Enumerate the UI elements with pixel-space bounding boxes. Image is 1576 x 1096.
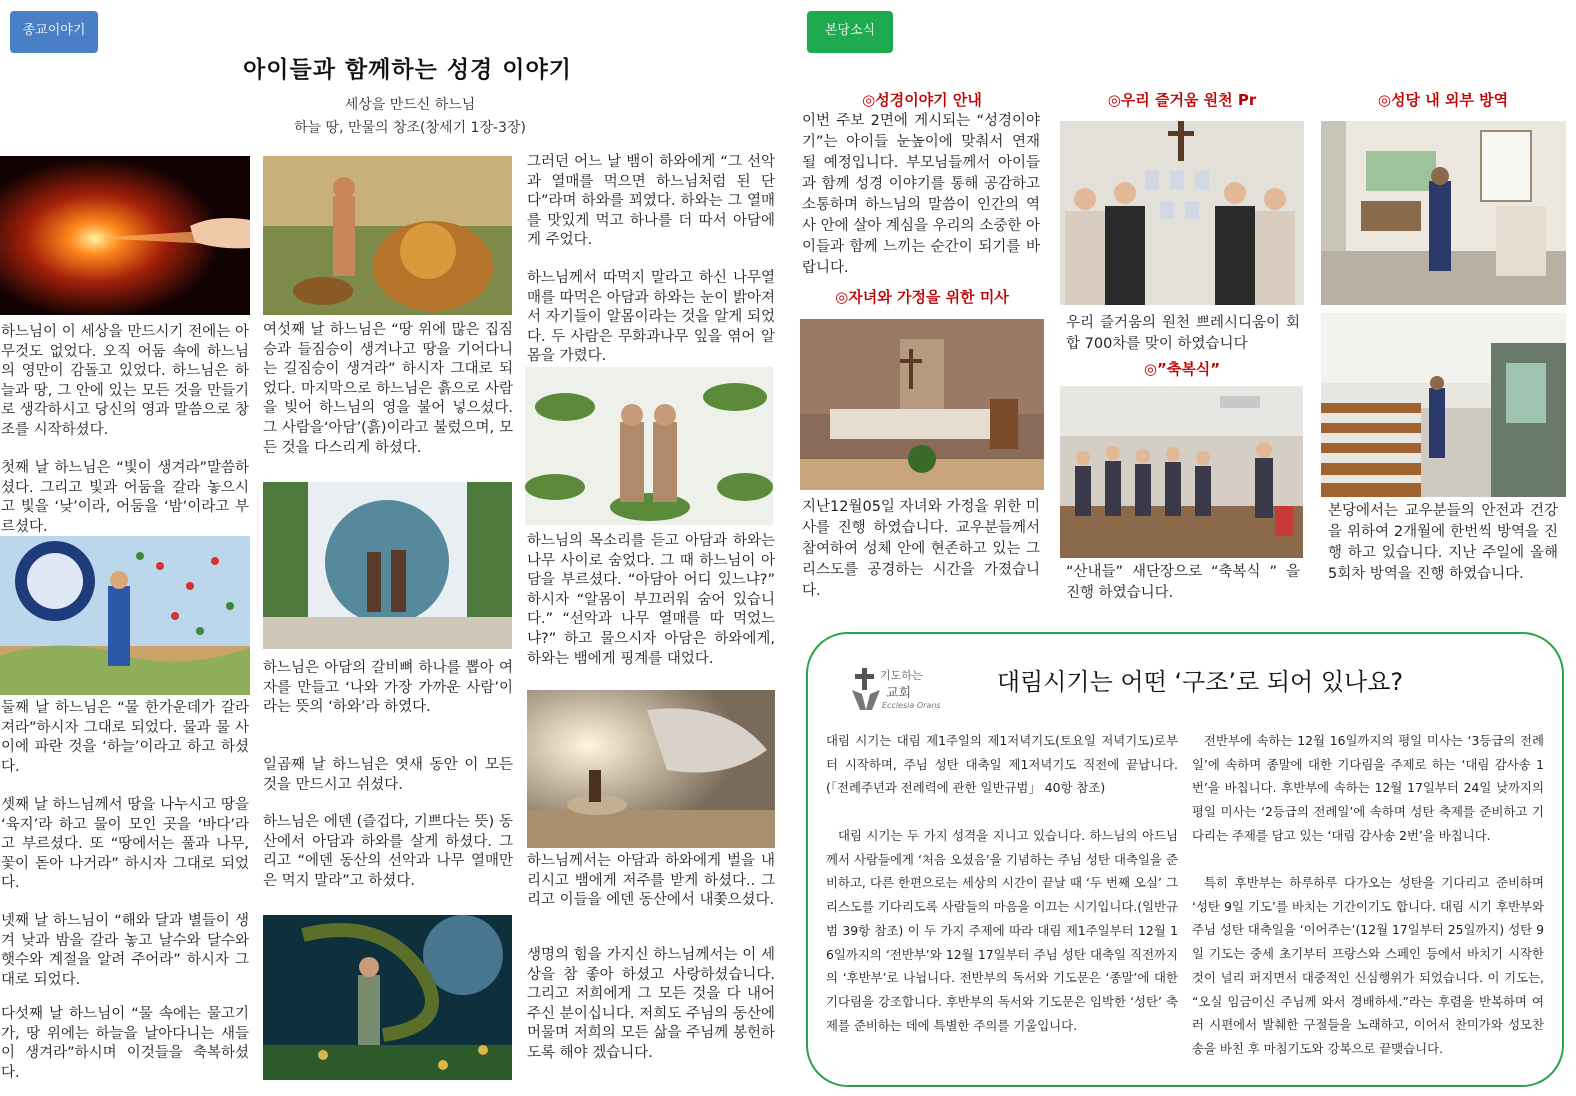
news-text-bible-story: 이번 주보 2면에 게시되는 “성경이야기”는 아이들 눈높이에 맞춰서 연재 될 예정입니다. 부모님들께서 아이들과 함께 성경 이야기를 통해 공감하고 소통하며 하느님의 말씀이 인간의 역사 안에 살아 계심을 우리의 소중한 아이들과 함께 느끼는 순간이 되기를 바랍니다. (802, 113, 1040, 276)
news-title-family-mass: ◎자녀와 가정을 위한 미사 (835, 288, 1009, 306)
adam-lion-image (263, 156, 512, 315)
col3-paragraph-1: 그러던 어느 날 뱀이 하와에게 “그 선악과 열매를 먹으면 하느님처럼 된 단다”라며 하와를 꾀였다. 하와는 그 열매를 맛있게 먹고 하나를 더 따서 아담에게 주었다. (527, 154, 775, 249)
col2-paragraph-2: 하느님은 아담의 갈비뼈 하나를 뽑아 여자를 만들고 ‘나와 가장 가까운 사람’이라는 뜻의 ‘하와’라 하였다. (263, 660, 513, 716)
adam-eve-globe-image (263, 482, 512, 649)
logo-text-3: Ecclesia Orans (882, 701, 941, 710)
advent-title: 대림시기는 어떤 ‘구조’로 되어 있나요? (996, 668, 1404, 696)
col1-paragraph-1: 하느님이 이 세상을 만드시기 전에는 아무것도 없었다. 오직 어둠 속에 하느님의 영만이 감돌고 있었다. 하느님은 하늘과 땅, 그 안에 있는 모든 것을 만들기로 생각하시고 당신의 영과 말씀으로 창조를 시작하셨다. (1, 324, 249, 438)
praesidium-photo (1060, 121, 1304, 305)
logo-text-1: 기도하는 (880, 669, 923, 682)
advent-left-paragraph-1: 대림 시기는 대림 제1주일의 제1저녁기도(토요일 저녁기도)로부터 시작하며, 주님 성탄 대축일 제1저녁기도 직전에 끝납니다.(「전례주년과 전례력에 관한 일반규범」 40항 참조) (826, 733, 1178, 796)
eve-serpent-image (263, 915, 512, 1080)
page-title: 아이들과 함께하는 성경 이야기 (243, 57, 572, 83)
col1-paragraph-4: 셋째 날 하느님께서 땅을 나누시고 땅을 ‘육지’라 하고 물이 모인 곳을 ‘바다’라고 부르셨다. 또 “땅에서는 풀과 나무, 꽃이 돋아 나거라” 하시자 그대로 되었다. (1, 797, 249, 892)
section-tag-religion: 종교이야기 (10, 11, 98, 53)
section-tag-parish-news: 본당소식 (807, 11, 893, 53)
family-mass-photo (800, 319, 1044, 490)
news-text-blessing: “산내들” 새단장으로 “축복식 ” 을 진행 하였습니다. (1066, 564, 1300, 601)
col3-paragraph-3: 하느님의 목소리를 듣고 아담과 하와는 나무 사이로 숨었다. 그 때 하느님이 아담을 부르셨다. “아담아 어디 있느냐?” 하시자 “알몸이 부끄러워 숨어 있습니다.” “선악과 나무 열매를 따 먹었느냐?” 하고 물으시자 아담은 하와에게, 하와는 뱀에게 핑계를 대었다. (527, 533, 775, 667)
col1-paragraph-3: 둘째 날 하느님은 “물 한가운데가 갈라져라”하시자 그대로 되었다. 물과 물 사이에 파란 것을 ‘하늘’이라고 하고 하셨다. (1, 700, 249, 775)
col3-paragraph-4: 하느님께서는 아담과 하와에게 벌을 내리시고 뱀에게 저주를 받게 하셨다.. 그리고 이들을 에덴 동산에서 내쫓으셨다. (527, 853, 775, 909)
col2-paragraph-1: 여섯째 날 하느님은 “땅 위에 많은 집짐승과 들짐승이 생겨나고 땅을 기어다니는 길짐승이 생겨라” 하시자 그대로 되었다. 마지막으로 하느님은 흙으로 사람을 빚어 하느님의 영을 불어 넣으셨다. 그 사람을‘아담’(흙)이라고 불렀으며, 모든 것을 다스리게 하셨다. (263, 322, 513, 456)
col2-paragraph-3: 일곱째 날 하느님은 엿새 동안 이 모든 것을 만드시고 쉬셨다. (263, 757, 513, 793)
advent-right-paragraph-1: 전반부에 속하는 12월 16일까지의 평일 미사는 ‘3등급의 전례일’에 속하며 종말에 대한 기다림을 주제로 하는 ‘대림 감사송 1번’을 바칩니다. 후반부에 속하는 12월 17일부터 24일 낮까지의 평일 미사는 ‘2등급의 전례일’에 속하며 성탄 축제를 준비하고 기다리는 주제를 담고 있는 ‘대림 감사송 2번’을 바칩니다. (1192, 733, 1544, 843)
col3-paragraph-2: 하느님께서 따먹지 말라고 하신 나무열매를 따먹은 아담과 하와는 눈이 밝아져서 자기들이 알몸이라는 것을 알게 되었다. 두 사람은 무화과나무 잎을 엮어 알몸을 가렸다. (527, 270, 775, 365)
advent-left-paragraph-2: 대림 시기는 두 가지 성격을 지니고 있습니다. 하느님의 아드님께서 사람들에게 ‘처음 오셨음’을 기념하는 주님 성탄 대축일을 준비하고, 다른 한편으로는 세상의 시간이 끝날 때 ‘두 번째 오실’ 그리스도를 기다리도록 사람들의 마음을 이끄는 시기입니다.(일반규범 39항 참조) 이 두 가지 주제에 따라 대림 제1주일부터 12월 16일까지의 ‘전반부’와 12월 17일부터 주님 성탄 대축일 직전까지의 ‘후반부’로 나뉩니다. 전반부의 독서와 기도문은 ‘종말’에 대한 기다림을 강조합니다. 후반부의 독서와 기도문은 임박한 ‘성탄’ 축제를 준비하는 데에 특별한 주의를 기울입니다. (826, 828, 1178, 1033)
col1-paragraph-2: 첫째 날 하느님은 “빛이 생겨라”말씀하셨다. 그리고 빛과 어둠을 갈라 놓으시고 빛을 ‘낮’이라, 어둠을 ‘밤’이라고 부르셨다. (1, 460, 249, 535)
creation-light-image (0, 156, 250, 315)
praying-church-logo (846, 666, 941, 716)
col3-paragraph-5: 생명의 힘을 가지신 하느님께서는 이 세상을 참 좋아 하셨고 사랑하셨습니다. 그리고 저희에게 그 모든 것을 다 내어 주신 분이십니다. 저희도 주님의 동산에 머물며 저희의 모든 삶을 주님께 봉헌하도록 해야 겠습니다. (527, 947, 775, 1061)
col2-paragraph-4: 하느님은 에덴 (즐겁다, 기쁘다는 뜻) 동산에서 아담과 하와를 살게 하셨다. 그리고 “에덴 동산의 선악과 나무 열매만은 먹지 말라”고 하셨다. (263, 814, 513, 889)
creation-mosaic-image (0, 536, 250, 695)
col1-paragraph-6: 다섯째 날 하느님이 “물 속에는 물고기가, 땅 위에는 하늘을 날아다니는 새들이 생겨라”하시며 이것들을 축복하셨다. (1, 1006, 249, 1081)
advent-right-paragraph-2: 특히 후반부는 하루하루 다가오는 성탄을 기다리고 준비하며 ‘성탄 9일 기도’를 바치는 기간이기도 합니다. 대림 시기 후반부와 주님 성탄 대축일을 ‘이어주는’(12월 17일부터 25일까지) 성탄 9일 기도는 중세 초기부터 프랑스와 스페인 등에서 바치기 시작한 것이 널리 퍼지면서 대중적인 신심행위가 되었습니다. 이 기도는, “오실 임금이신 주님께 와서 경배하세.”라는 후렴을 반복하며 여러 시편에서 발췌한 구절들을 노래하고, 이어서 찬미가와 성모찬송을 바친 후 마침기도와 강복으로 끝맺습니다. (1192, 875, 1544, 1056)
news-text-family-mass: 지난12월05일 자녀와 가정을 위한 미사를 진행 하였습니다. 교우분들께서 참여하여 성체 안에 현존하고 있는 그리스도를 공경하는 시간을 가졌습니다. (802, 499, 1040, 599)
news-title-blessing: ◎”축복식” (1143, 360, 1221, 378)
subtitle-1: 세상을 만드신 하느님 (344, 97, 476, 113)
news-title-bible-story: ◎성경이야기 안내 (862, 91, 982, 109)
news-title-praesidium: ◎우리 즐거움 원천 Pr (1107, 91, 1257, 109)
disinfection-photo-2 (1321, 313, 1566, 497)
blessing-photo (1060, 386, 1303, 558)
col1-paragraph-5: 넷째 날 하느님이 “해와 달과 별들이 생겨 낮과 밤을 갈라 놓고 날수와 달수와 햇수와 계절을 알려 주어라” 하시자 그대로 되었다. (1, 913, 249, 988)
expulsion-image (527, 690, 775, 848)
disinfection-photo-1 (1321, 121, 1566, 305)
fig-leaves-image (525, 367, 773, 525)
news-text-praesidium: 우리 즐거움의 원천 쁘레시디움이 회합 700차를 맞이 하였습니다 (1066, 315, 1300, 352)
subtitle-2: 하늘 땅, 만물의 창조(창세기 1장-3장) (294, 120, 526, 136)
logo-text-2: 교회 (886, 686, 912, 701)
news-title-disinfection: ◎성당 내 외부 방역 (1377, 91, 1509, 109)
news-text-disinfection: 본당에서는 교우분들의 안전과 건강을 위하여 2개월에 한번씩 방역을 진행 하고 있습니다. 지난 주일에 올해 5회차 방역을 진행 하였습니다. (1328, 503, 1558, 582)
